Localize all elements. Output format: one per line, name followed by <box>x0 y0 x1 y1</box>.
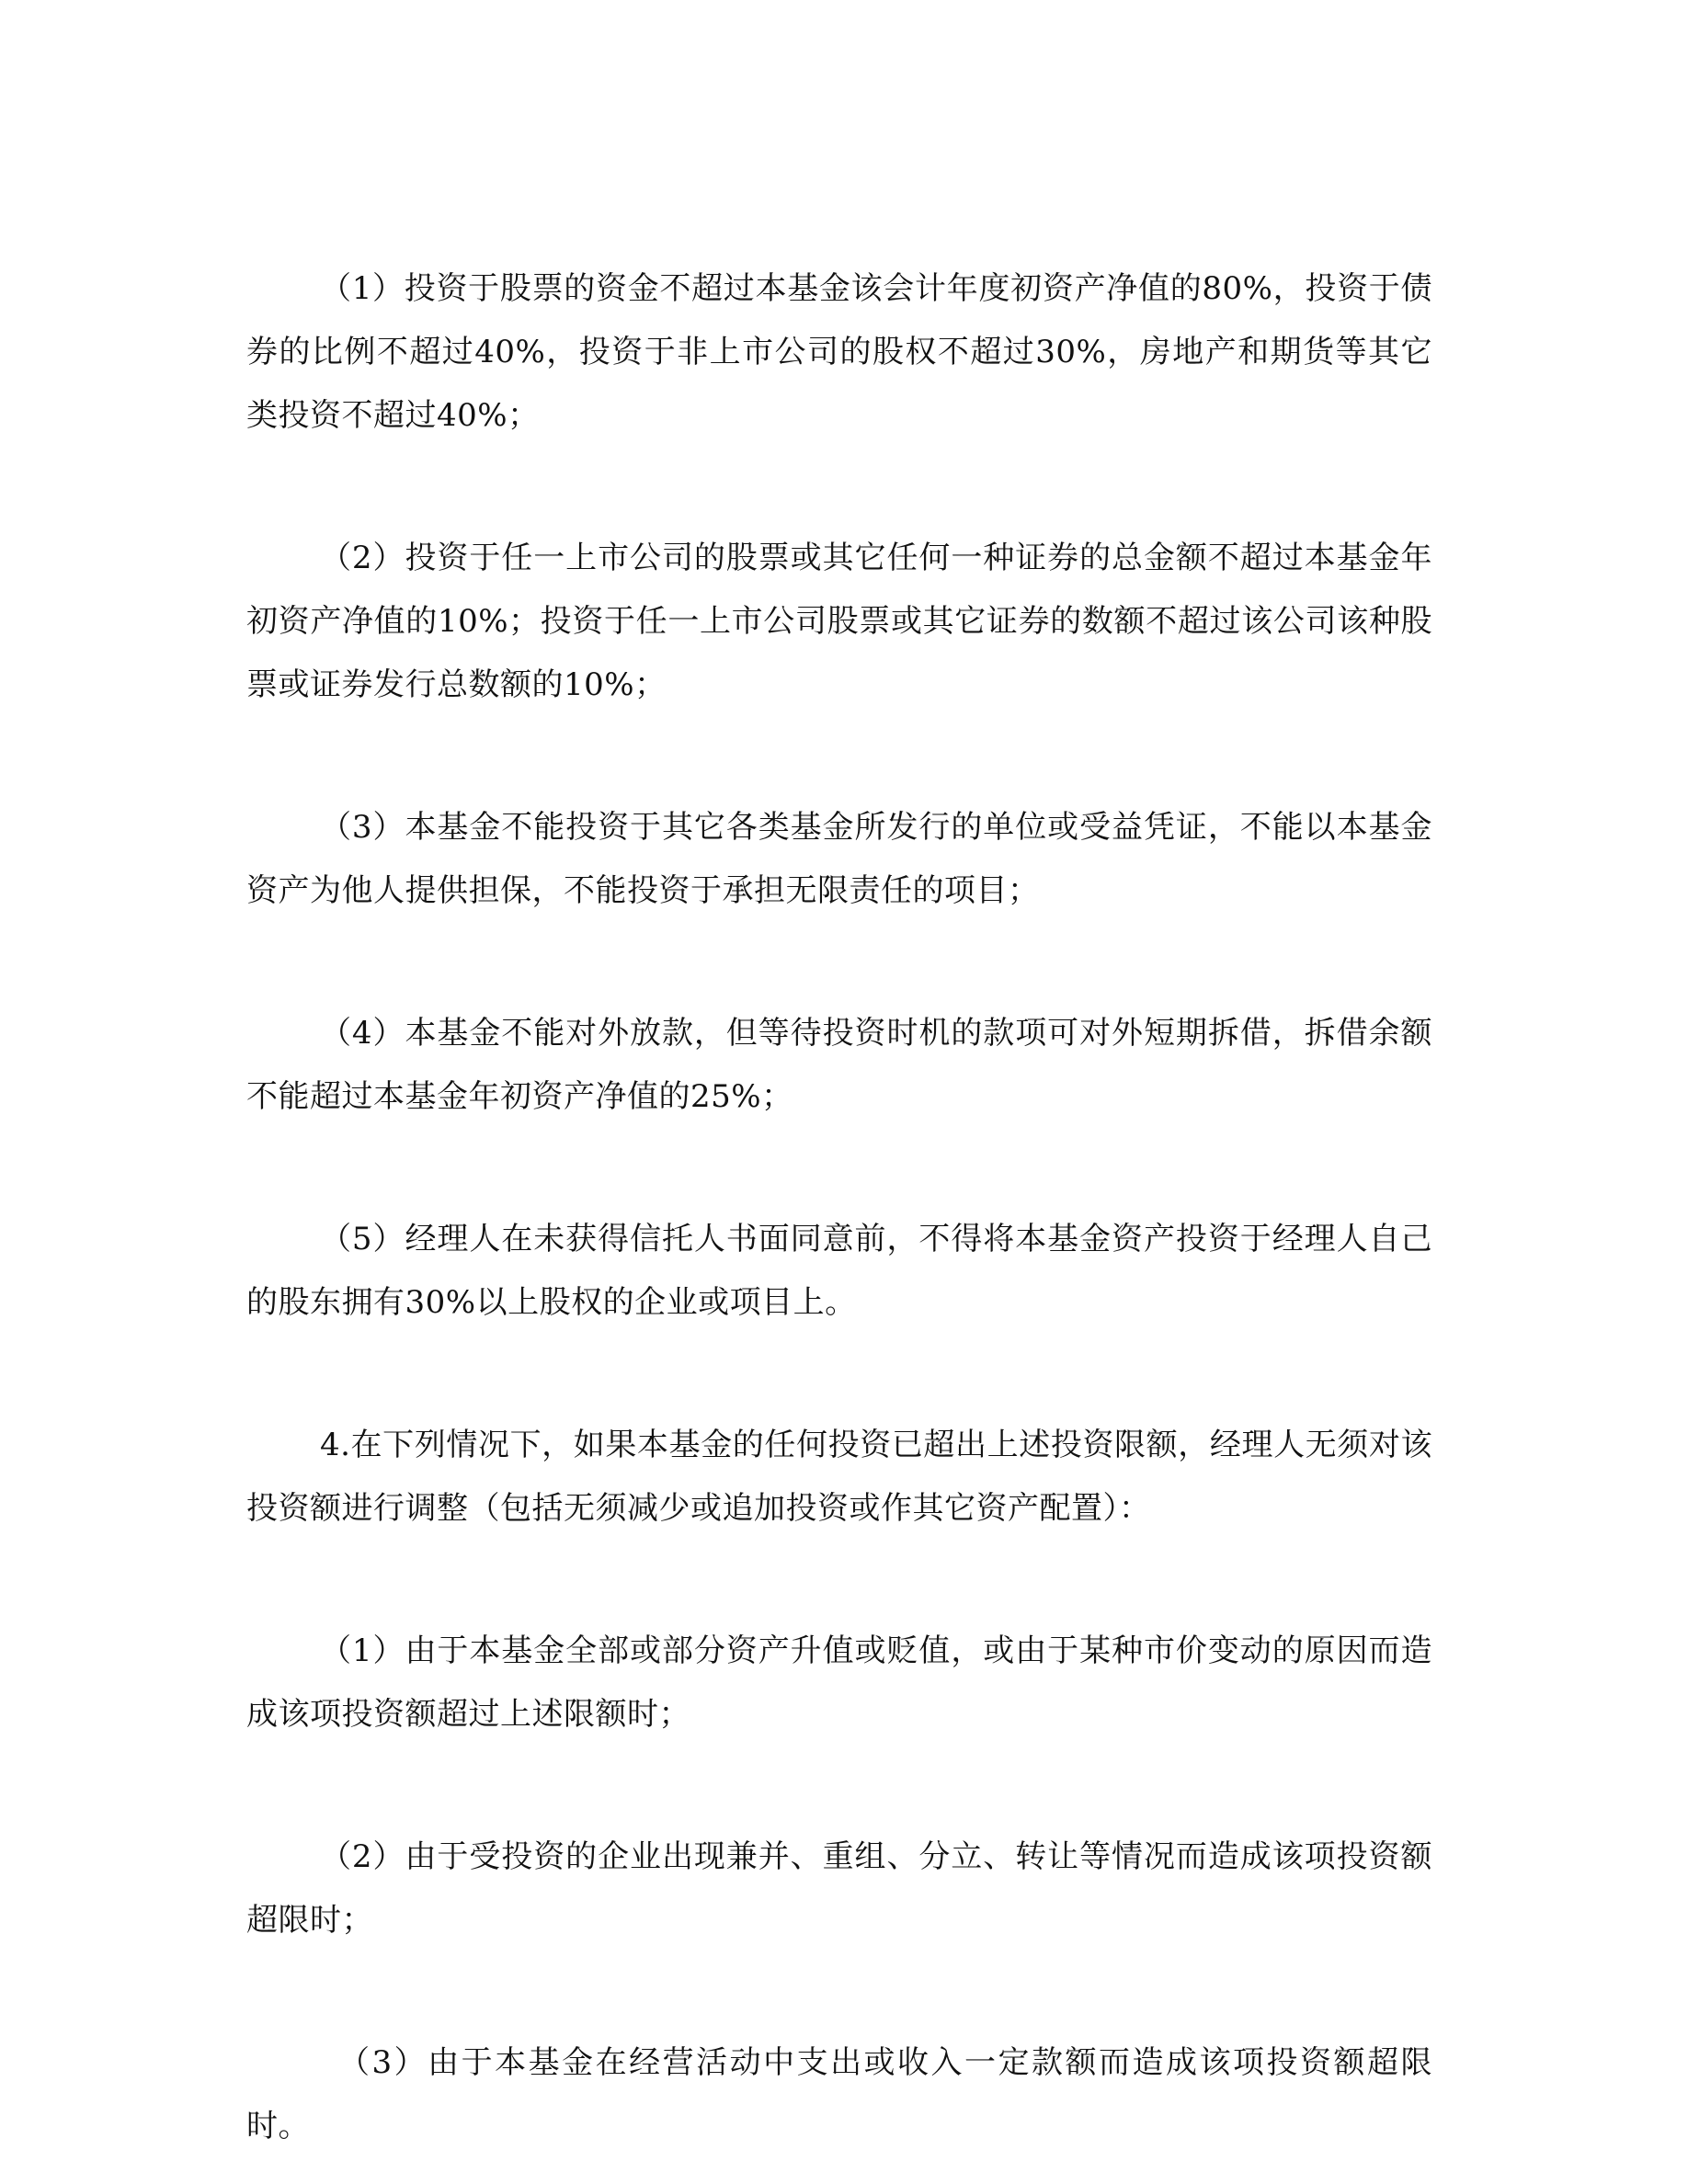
paragraph-gap <box>246 1335 1432 1414</box>
paragraph-gap <box>246 717 1432 796</box>
paragraph-gap <box>246 1952 1432 2031</box>
paragraph-exception-1: （1）由于本基金全部或部分资产升值或贬值，或由于某种市价变动的原因而造成该项投资额超过上述限额时； <box>246 1632 1432 1733</box>
paragraph-investment-limit-4: （4）本基金不能对外放款，但等待投资时机的款项可对外短期拆借，拆借余额不能超过本基金年初资产净值的25%； <box>246 1015 1432 1115</box>
paragraph-gap <box>246 448 1432 527</box>
paragraph-investment-limit-3: （3）本基金不能投资于其它各类基金所发行的单位或受益凭证，不能以本基金资产为他人提供担保，不能投资于承担无限责任的项目； <box>246 809 1432 909</box>
paragraph-section-4: 4.在下列情况下，如果本基金的任何投资已超出上述投资限额，经理人无须对该投资额进行调整（包括无须减少或追加投资或作其它资产配置）： <box>246 1427 1432 1527</box>
paragraph-investment-limit-2: （2）投资于任一上市公司的股票或其它任何一种证券的总金额不超过本基金年初资产净值的10%；投资于任一上市公司股票或其它证券的数额不超过该公司该种股票或证券发行总数额的10%； <box>246 540 1432 703</box>
paragraph-exception-2: （2）由于受投资的企业出现兼并、重组、分立、转让等情况而造成该项投资额超限时； <box>246 1838 1432 1939</box>
paragraph-investment-limit-5: （5）经理人在未获得信托人书面同意前，不得将本基金资产投资于经理人自己的股东拥有30%以上股权的企业或项目上。 <box>246 1221 1432 1321</box>
paragraph-investment-limit-1: （1）投资于股票的资金不超过本基金该会计年度初资产净值的80%，投资于债券的比例不超过40%，投资于非上市公司的股权不超过30%，房地产和期货等其它类投资不超过40%； <box>246 270 1432 434</box>
paragraph-gap <box>246 923 1432 1002</box>
document-body <box>246 257 1432 2158</box>
paragraph-gap <box>246 1541 1432 1620</box>
paragraph-gap <box>246 1129 1432 1208</box>
paragraph-exception-3: （3）由于本基金在经营活动中支出或收入一定款额而造成该项投资额超限时。 <box>246 2044 1432 2144</box>
paragraph-gap <box>246 1746 1432 1826</box>
